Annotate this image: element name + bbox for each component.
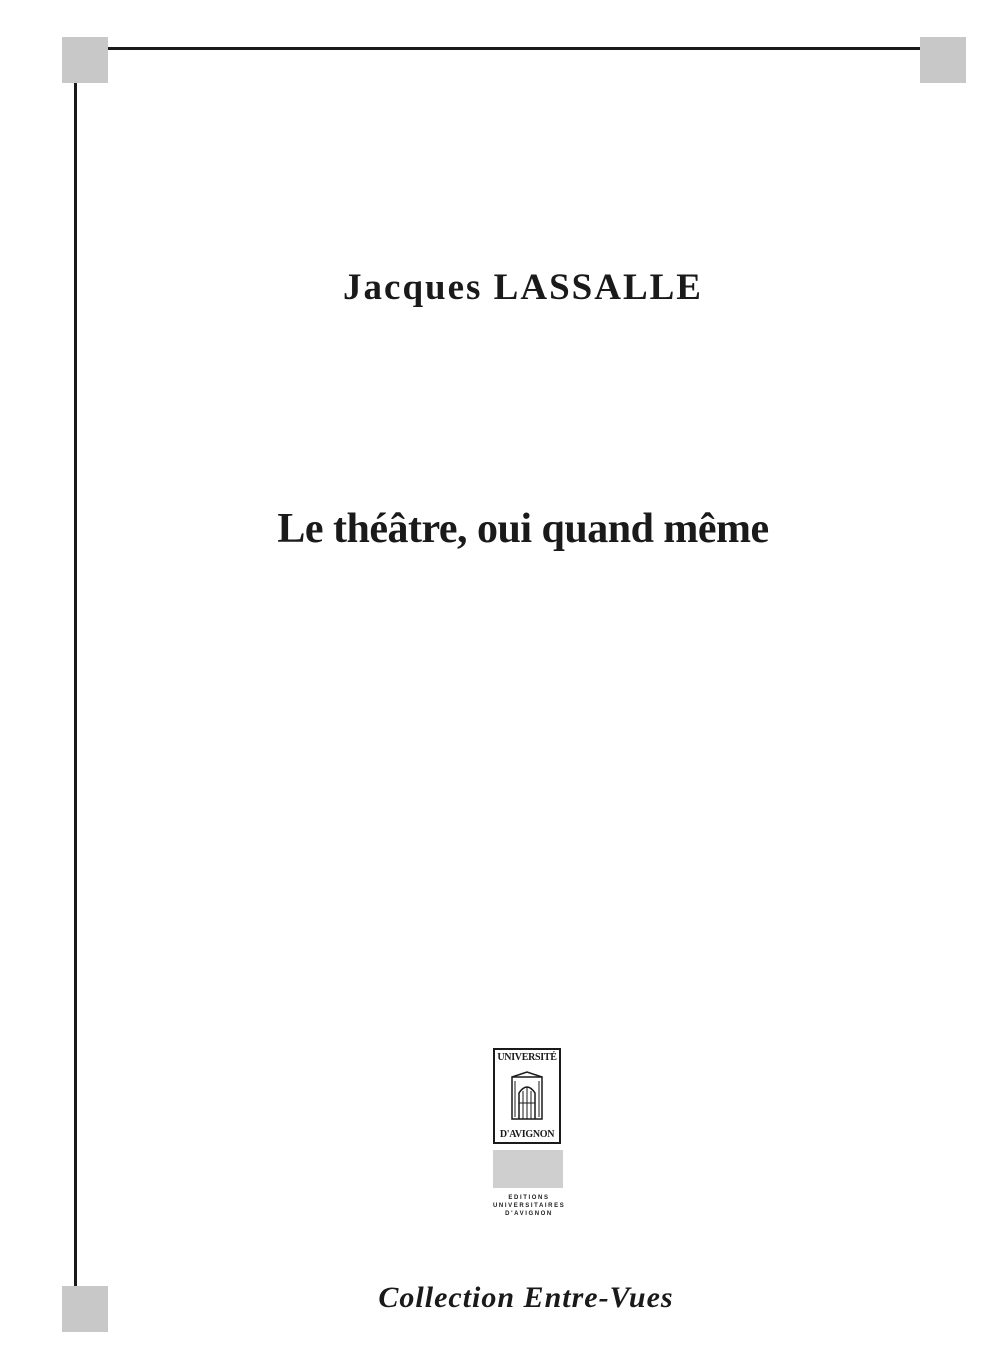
corner-square-top-right xyxy=(920,37,966,83)
left-rule xyxy=(74,83,77,1286)
seal-bottom-text: D'AVIGNON xyxy=(499,1129,555,1140)
university-seal xyxy=(493,1048,561,1144)
building-facade-icon xyxy=(510,1071,544,1121)
editions-text: EDITIONS UNIVERSITAIRES D'AVIGNON xyxy=(493,1195,566,1217)
collection-name: Collection Entre-Vues xyxy=(378,1281,674,1314)
seal-top-text: UNIVERSITÉ xyxy=(497,1052,557,1063)
corner-square-top-left xyxy=(62,37,108,83)
book-title: Le théâtre, oui quand même xyxy=(277,506,769,552)
top-rule xyxy=(108,47,920,50)
logo-grey-block xyxy=(493,1150,563,1188)
author-name: Jacques LASSALLE xyxy=(343,267,703,308)
publisher-logo xyxy=(493,1048,565,1218)
